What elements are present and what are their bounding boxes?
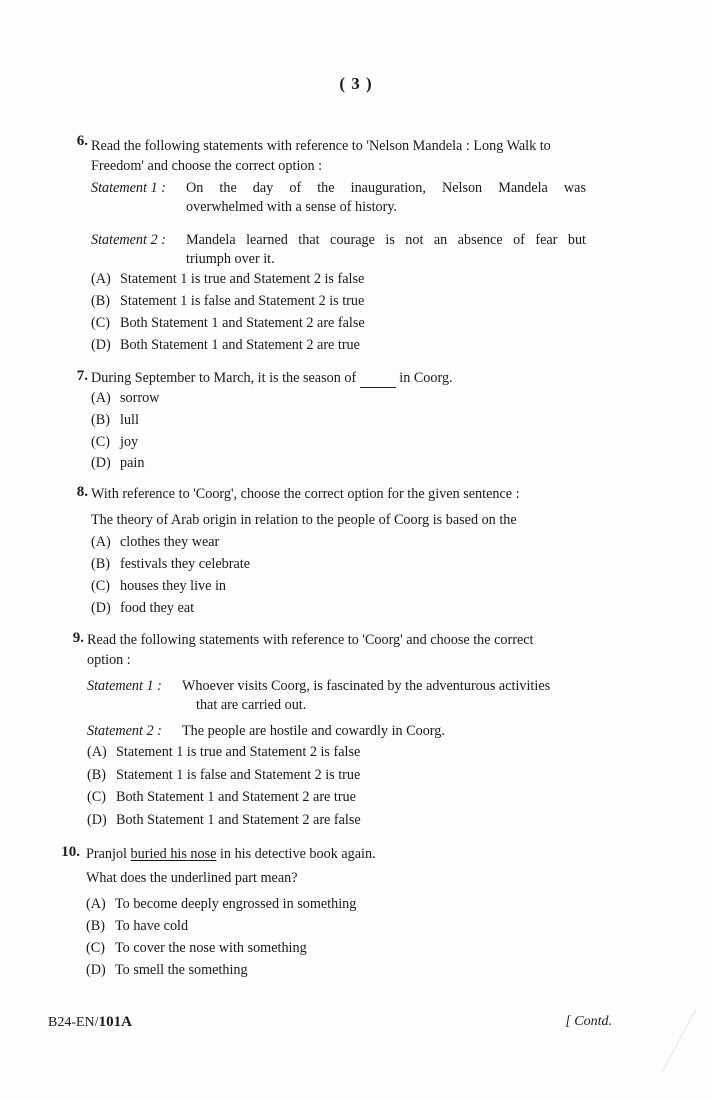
option-key: (B) [91, 556, 110, 572]
option-text: pain [120, 455, 145, 471]
statement-text: Whoever visits Coorg, is fascinated by the adventurous activities [182, 678, 551, 694]
option-key: (C) [86, 940, 105, 956]
statement-text: overwhelmed with a sense of history. [186, 199, 398, 215]
option-a [91, 532, 219, 552]
question-number: 9. [72, 630, 84, 646]
question-text [87, 630, 592, 670]
paper-code [48, 1014, 132, 1031]
question-line [86, 844, 586, 864]
option-text: festivals they celebrate [120, 556, 250, 572]
continued-marker: [ Contd. [565, 1014, 612, 1029]
statement-2 [91, 231, 591, 267]
question-text [91, 484, 601, 530]
option-key: (A) [87, 744, 107, 760]
statement-text: that are carried out. [196, 697, 307, 713]
option-key: (C) [87, 789, 106, 805]
option-key: (D) [86, 962, 106, 978]
question-number: 6. [76, 133, 88, 149]
scan-artifact [662, 1009, 712, 1084]
option-d [91, 453, 144, 473]
option-text: To smell the something [115, 962, 248, 978]
option-key: (B) [91, 293, 110, 309]
question-line: What does the underlined part mean? [86, 870, 298, 886]
question-text [91, 368, 591, 388]
option-key: (C) [91, 315, 110, 331]
option-c [91, 432, 138, 452]
option-d [91, 335, 360, 355]
option-key: (D) [87, 812, 107, 828]
statement-text: Mandela learned that courage is not an absence of fear but [186, 232, 586, 248]
option-text: lull [120, 412, 139, 428]
option-a [91, 388, 159, 408]
option-text: Both Statement 1 and Statement 2 are true [116, 789, 356, 805]
option-c [91, 313, 365, 333]
option-key: (A) [91, 534, 111, 550]
question-line: Read the following statements with reference to 'Coorg' and choose the correct [87, 632, 534, 648]
question-text-pre: Pranjol [86, 846, 127, 862]
option-b [87, 765, 360, 785]
question-line: With reference to 'Coorg', choose the correct option for the given sentence : [91, 486, 520, 502]
question-text-post: in his detective book again. [219, 846, 376, 862]
question-line: Read the following statements with reference to 'Nelson Mandela : Long Walk to [91, 138, 551, 154]
option-text: Statement 1 is true and Statement 2 is false [120, 271, 365, 287]
paper-code-bold: 101A [98, 1014, 132, 1030]
option-text: To cover the nose with something [115, 940, 307, 956]
option-key: (D) [91, 600, 111, 616]
option-a [87, 742, 360, 762]
option-key: (C) [91, 578, 110, 594]
option-c [87, 787, 356, 807]
option-key: (D) [91, 455, 111, 471]
question-text [86, 844, 586, 888]
statement-label: Statement 1 : [91, 180, 166, 196]
option-key: (B) [86, 918, 105, 934]
statement-label: Statement 2 : [87, 723, 162, 739]
option-key: (A) [91, 390, 111, 406]
paper-code-prefix: B24-EN/ [48, 1015, 99, 1030]
option-b [91, 410, 139, 430]
option-d [86, 960, 248, 980]
option-text: To become deeply engrossed in something [115, 896, 357, 912]
option-key: (B) [87, 767, 106, 783]
question-line: Freedom' and choose the correct option : [91, 158, 323, 174]
statement-text: On the day of the inauguration, Nelson Mandela was [186, 180, 586, 196]
option-b [91, 291, 364, 311]
option-text: sorrow [120, 390, 160, 406]
option-key: (C) [91, 434, 110, 450]
option-key: (B) [91, 412, 110, 428]
option-text: food they eat [120, 600, 195, 616]
question-text-pre: During September to March, it is the season of [91, 370, 357, 386]
underlined-phrase: buried his nose [130, 846, 217, 862]
option-c [91, 576, 226, 596]
option-b [86, 916, 188, 936]
option-key: (A) [86, 896, 106, 912]
option-text: joy [120, 434, 139, 450]
option-text: houses they live in [120, 578, 226, 594]
statement-2 [87, 722, 587, 741]
option-key: (A) [91, 271, 111, 287]
statement-1 [91, 179, 591, 215]
question-line: option : [87, 652, 131, 668]
answer-blank [360, 373, 396, 388]
option-text: To have cold [115, 918, 189, 934]
statement-label: Statement 2 : [91, 232, 166, 248]
question-number: 8. [76, 484, 88, 500]
page-number: ( 3 ) [339, 74, 373, 93]
option-text: clothes they wear [120, 534, 220, 550]
statement-1 [87, 677, 587, 713]
statement-text: triumph over it. [186, 251, 275, 267]
option-text: Both Statement 1 and Statement 2 are false [120, 315, 365, 331]
option-text: Statement 1 is true and Statement 2 is false [116, 744, 361, 760]
question-text [91, 136, 591, 176]
option-c [86, 938, 307, 958]
question-number: 10. [61, 844, 80, 860]
option-text: Both Statement 1 and Statement 2 are true [120, 337, 360, 353]
question-number: 7. [76, 368, 88, 384]
option-d [91, 598, 194, 618]
question-text-post: in Coorg. [399, 370, 453, 386]
option-a [91, 269, 364, 289]
option-text: Both Statement 1 and Statement 2 are false [116, 812, 361, 828]
statement-label: Statement 1 : [87, 678, 162, 694]
option-text: Statement 1 is false and Statement 2 is true [120, 293, 365, 309]
statement-text: The people are hostile and cowardly in Coorg. [182, 723, 445, 739]
option-key: (D) [91, 337, 111, 353]
option-b [91, 554, 250, 574]
option-text: Statement 1 is false and Statement 2 is true [116, 767, 361, 783]
question-line: The theory of Arab origin in relation to the people of Coorg is based on the [91, 512, 517, 528]
option-d [87, 810, 361, 830]
option-a [86, 894, 356, 914]
